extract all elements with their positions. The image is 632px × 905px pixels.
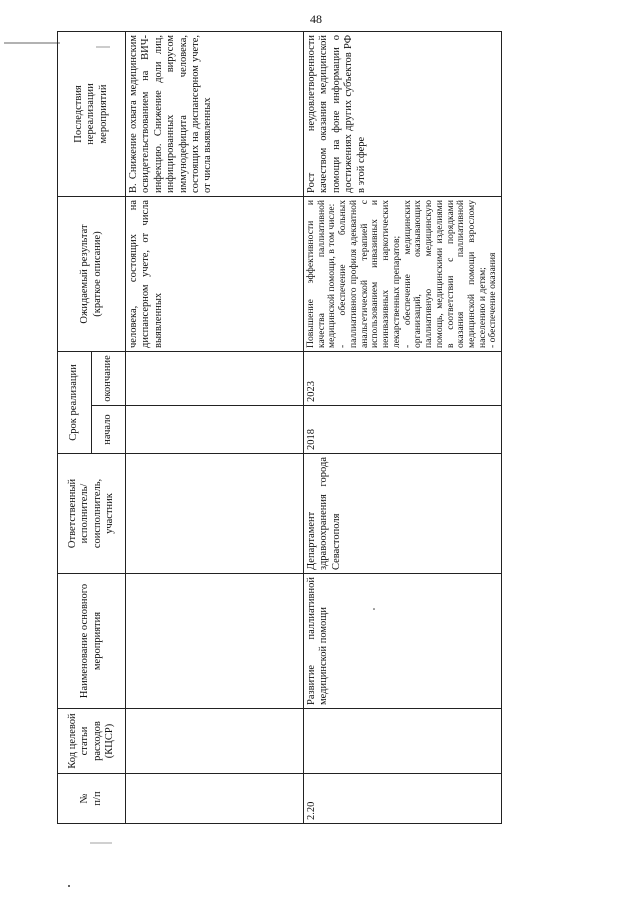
cell-responsible: Департамент здравоохранения города Севастополя xyxy=(304,454,502,574)
rotated-table-container xyxy=(57,32,499,824)
header-result: Ожидаемый результат (краткое описание) xyxy=(58,196,126,351)
header-period: Срок реализации xyxy=(58,351,92,453)
cell-end: 2023 xyxy=(304,351,502,405)
cell-result: человека, состоящих на диспансерном учете, от числа выявленных xyxy=(126,196,304,351)
cell-consequences: Рост неудовлетворенности качеством оказания медицинской помощи на фоне информации о достижениях других субъектов РФ в этой сфере xyxy=(304,31,502,196)
header-end: окончание xyxy=(92,351,126,405)
cell-end xyxy=(126,351,304,405)
cell-result: Повышение эффективности и качества паллиативной медицинской помощи, в том числе: - обеспечение больных паллиативного профиля адекватной анальгетической терапией с использованием инвазивных и неинвазивных наркотических лекарственных препаратов; - обеспечение медицинских организаций, оказывающих паллиативную медицинскую помощь, медицинскими изделиями в соответствии с порядками оказания паллиативной медицинской помощи взрослому населению и детям; - обеспечение оказания xyxy=(304,196,502,351)
cell-consequences: В. Снижение охвата медицинским освидетельствованием на ВИЧ-инфекцию. Снижение доли лиц, инфицированных вирусом иммунодефицита человека, состоящих на диспансерном учете, от числа выявленных xyxy=(126,31,304,196)
table-row xyxy=(304,31,502,823)
scan-dot xyxy=(68,885,70,887)
cell-code xyxy=(126,709,304,774)
cell-name xyxy=(126,574,304,709)
cell-num: 2.20 xyxy=(304,774,502,824)
cell-start: 2018 xyxy=(304,406,502,454)
cell-num xyxy=(126,774,304,824)
header-responsible: Ответственный исполнитель/соисполнитель, участник xyxy=(58,454,126,574)
page-number: 48 xyxy=(310,12,322,26)
cell-start xyxy=(126,406,304,454)
header-name: Наименование основного мероприятия xyxy=(58,574,126,709)
cell-name: Развитие паллиативной медицинской помощи xyxy=(304,574,502,709)
cell-code xyxy=(304,709,502,774)
header-num: № п/п xyxy=(58,774,126,824)
cell-responsible xyxy=(126,454,304,574)
table-row xyxy=(126,31,304,823)
header-consequences: Последствия нереализации мероприятий xyxy=(58,31,126,196)
activities-table xyxy=(57,31,502,824)
header-code: Код целевой статьи расходов (КЦСР) xyxy=(58,709,126,774)
header-start: начало xyxy=(92,406,126,454)
